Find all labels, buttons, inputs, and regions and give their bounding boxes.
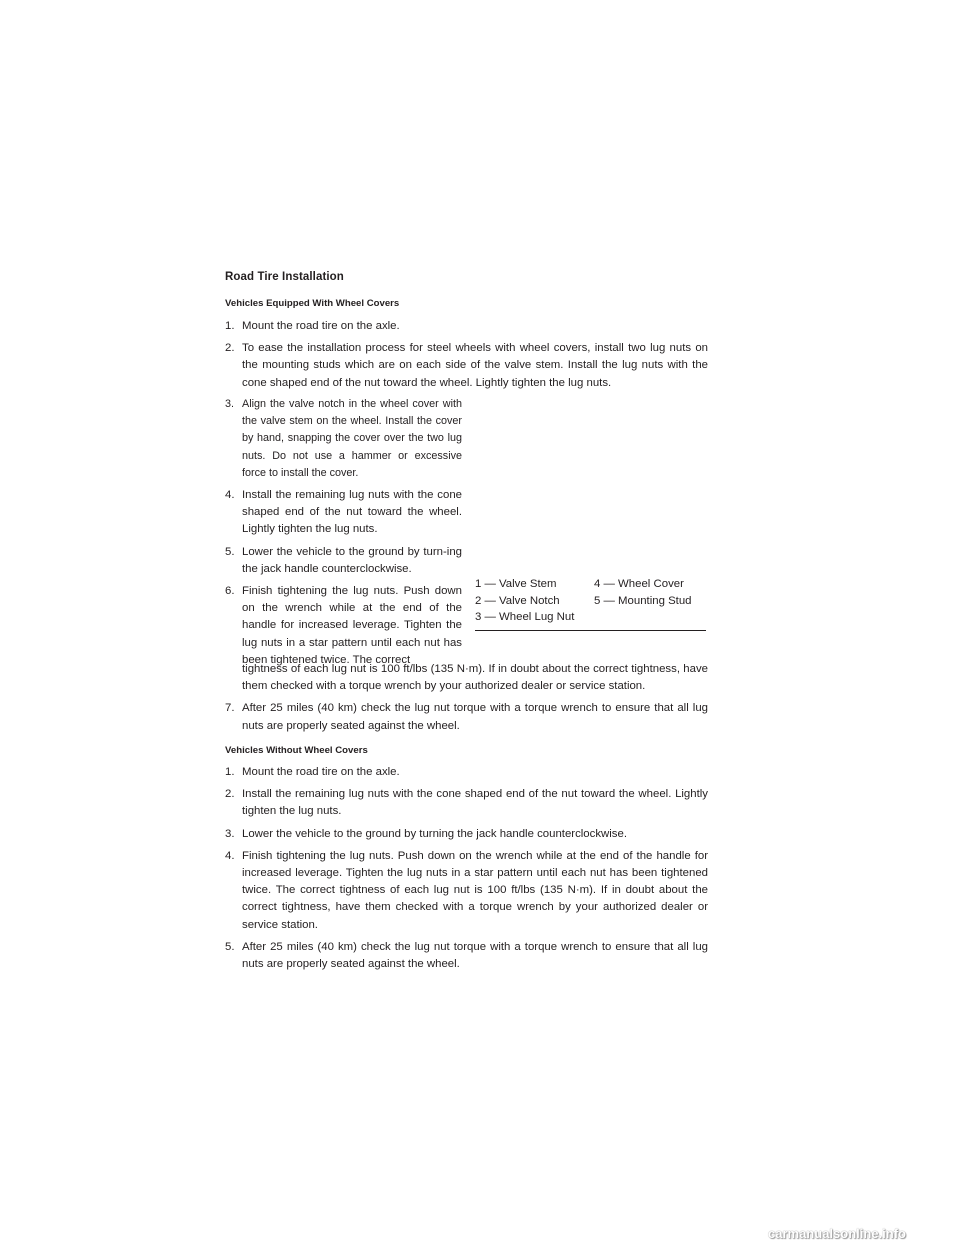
watermark: carmanualsonline.info (768, 1226, 906, 1241)
legend-entry: 1 — Valve Stem (475, 578, 557, 590)
legend-entry: 5 — Mounting Stud (594, 594, 692, 607)
steps-with-covers-continued (225, 661, 708, 735)
steps-with-covers-narrow (225, 396, 462, 669)
legend-entry: 2 — Valve Notch (475, 594, 560, 607)
step-item: 4. Install the remaining lug nuts with the cone shaped end of the nut toward the wheel. Lightly tighten the lug nuts. (225, 489, 462, 536)
step-item: 5. Lower the vehicle to the ground by turn-ing the jack handle counterclockwise. (225, 545, 462, 575)
step-item: 7. After 25 miles (40 km) check the lug nut torque with a torque wrench to ensure that all lug nuts are properly seated against the wheel. (225, 702, 708, 732)
step-item: 1. Mount the road tire on the axle. (225, 766, 400, 778)
step-item: 2. Install the remaining lug nuts with the cone shaped end of the nut toward the wheel. Lightly tighten the lug nuts. (225, 788, 708, 818)
legend-entry: 3 — Wheel Lug Nut (475, 611, 575, 623)
step-item: 2. To ease the installation process for steel wheels with wheel covers, install two lug nuts on the mounting studs which are on each side of the valve stem. Install the lug nuts with the cone shaped end of the nut toward the wheel. Lightly tighten the lug nuts. (225, 342, 708, 389)
step-6-continued: tightness of each lug nut is 100 ft/lbs (135 N·m). If in doubt about the correct tightness, have them checked with a torque wrench by your authorized dealer or service station. (242, 663, 708, 693)
subheading-without-covers: Vehicles Without Wheel Covers (225, 745, 368, 756)
section-title: Road Tire Installation (225, 271, 344, 283)
wheel-cover-illustration (475, 396, 706, 572)
step-item: 6. Finish tightening the lug nuts. Push down on the wrench while at the end of the handle for increased leverage. Tighten the lug nuts in a star pattern until each nut has been tightened twice. The correct (225, 585, 462, 666)
steps-without-covers (225, 764, 708, 973)
figure-legend (475, 576, 706, 631)
legend-entry (594, 609, 706, 626)
legend-entry: 4 — Wheel Cover (594, 578, 684, 590)
step-item: 4. Finish tightening the lug nuts. Push down on the wrench while at the end of the handle for increased leverage. Tighten the lug nuts in a star pattern until each nut has been tightened twice. The correct tightness of each lug nut is 100 ft/lbs (135 N·m). If in doubt about the correct tightness, have them checked with a torque wrench by your authorized dealer or service station. (225, 849, 708, 931)
step-item: 3. Lower the vehicle to the ground by turning the jack handle counterclockwise. (225, 827, 627, 840)
subheading-with-covers: Vehicles Equipped With Wheel Covers (225, 298, 400, 309)
step-item: 1. Mount the road tire on the axle. (225, 320, 400, 332)
step-item: 5. After 25 miles (40 km) check the lug nut torque with a torque wrench to ensure that all lug nuts are properly seated against the wheel. (225, 940, 708, 971)
step-item: 3. Align the valve notch in the wheel cover with the valve stem on the wheel. Install the cover by hand, snapping the cover over the two lug nuts. Do not use a hammer or excessive force to install the cover. (225, 398, 462, 479)
steps-with-covers-full (225, 318, 708, 392)
